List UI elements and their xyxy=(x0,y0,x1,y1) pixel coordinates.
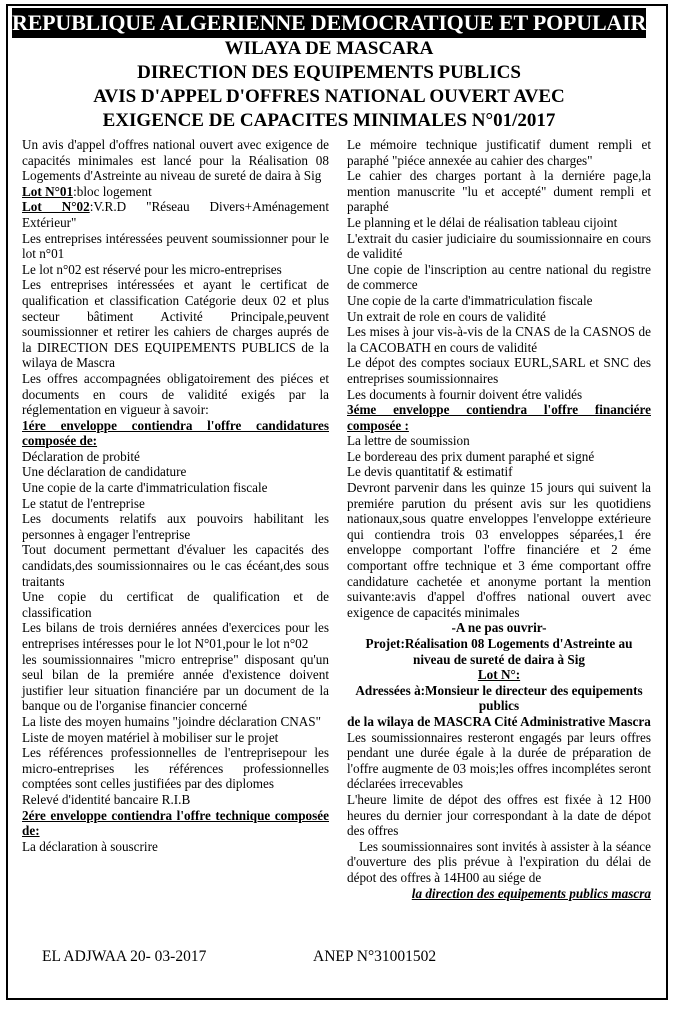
envelope1-item: Le statut de l'entreprise xyxy=(22,495,145,511)
envelope2-item: L'extrait du casier judiciaire du soumissionnaire en cours de validité xyxy=(347,230,651,262)
envelope1-title: 1ére enveloppe contiendra l'offre candidatures composée de: xyxy=(22,417,329,449)
envelope1-item: Une déclaration de candidature xyxy=(22,464,187,480)
envelope2-item: Le dépot des comptes sociaux EURL,SARL et SNC des entreprises soumissionnaires xyxy=(347,355,651,386)
envelope1-item: Déclaration de probité xyxy=(22,448,140,464)
lot-label: Lot N°: xyxy=(477,667,521,683)
qualification-paragraph: Les entreprises intéressées et ayant le certificat de qualification et classification Catégorie deux 02 et plus secteur bâtiment Activité Principale,peuvent soumissionner et retirer les cahiers de charges auprés de la DIRECTION DES EQUIPEMENTS PUBLICS de la wilaya de Mascra xyxy=(22,277,329,371)
envelope2-item: Les mises à jour vis-à-vis de la CNAS de la CASNOS de la CACOBATH en cours de validité xyxy=(347,324,651,355)
envelope1-item: Les bilans de trois derniéres années d'exercices pour les entreprises intéresses pour le lot N°01,pour le lot n°02 xyxy=(22,620,329,651)
envelope2-item: Le planning et le délai de réalisation tableau cijoint xyxy=(347,214,618,230)
envelope2-item: Un extrait de role en cours de validité xyxy=(347,308,546,324)
envelope2-title: 2ére enveloppe contiendra l'offre technique composée de: xyxy=(22,807,329,839)
envelope1-item: Une copie de la carte d'immatriculation fiscale xyxy=(22,480,268,496)
lot1-text: :bloc logement xyxy=(73,183,152,199)
lot2-text: :V.R.D "Réseau Divers+Aménagement Extérieur" xyxy=(22,199,329,230)
envelope1-item: Une copie du certificat de qualification et de classification xyxy=(22,589,329,620)
right-column xyxy=(347,137,651,901)
envelope2-item: Le mémoire technique justificatif dument rempli et paraphé "piéce annexée au cahier des charges" xyxy=(347,137,651,168)
anep-reference: ANEP N°31001502 xyxy=(313,948,437,965)
envelope1-item: Tout document permettant d'évaluer les capacités des candidats,des soumissionnaires ou le cas écéant,des sous traitants xyxy=(22,542,329,589)
envelope3-item: Le devis quantitatif & estimatif xyxy=(347,464,513,480)
direction-heading: DIRECTION DES EQUIPEMENTS PUBLICS xyxy=(137,62,521,83)
envelope1-item: La liste des moyen humains "joindre déclaration CNAS" xyxy=(22,713,321,729)
direction-location: la direction des equipements publics mascra xyxy=(411,885,651,901)
notice-title-line1: AVIS D'APPEL D'OFFRES NATIONAL OUVERT AVEC xyxy=(93,86,565,107)
micro-enterprise-paragraph: Le lot n°02 est réservé pour les micro-entreprises xyxy=(22,261,282,277)
envelope2-item: La déclaration à souscrire xyxy=(22,838,158,854)
project-title: Projet:Réalisation 08 Logements d'Astreinte au niveau de sureté de daira à Sig xyxy=(365,636,633,667)
republic-banner: REPUBLIQUE ALGERIENNE DEMOCRATIQUE ET POPULAIRE xyxy=(12,8,646,38)
deadline-paragraph: L'heure limite de dépot des offres est fixée à 12 H00 heures du dernier jour correspondant à la date de dépot des offres xyxy=(347,791,651,839)
publication-date: EL ADJWAA 20- 03-2017 xyxy=(42,948,207,965)
submission-paragraph: Devront parvenir dans les quinze 15 jours qui suivent la premiére parution du présent avis sur les quotidiens nationaux,sous quatre enveloppes l'enveloppe extérieure qui contiendra trois 03 enveloppes séparées,1 ére enveloppe comportant l'offre financiére et 2 éme comportant offre technique et 3 éme comportant offre candidature cachetée et anonyme portant la mention suivante:avis d'appel d'offres national ouvert avec exigence de capacités minimales xyxy=(347,480,651,620)
envelope1-item: Les documents relatifs aux pouvoirs habilitant les personnes à engager l'entreprise xyxy=(22,511,329,542)
envelope3-title: 3éme enveloppe contiendra l'offre financiére composée : xyxy=(347,402,651,433)
intro-paragraph: Un avis d'appel d'offres national ouvert avec exigence de capacités minimales est lancé pour la Réalisation 08 Logements d'Astreinte au niveau de sureté de daira à Sig xyxy=(22,137,329,184)
envelope1-item: Relevé d'identité bancaire R.I.B xyxy=(22,791,191,807)
lot2-label: Lot N°02 xyxy=(22,199,90,215)
wilaya-heading: WILAYA DE MASCARA xyxy=(224,38,434,59)
envelope3-item: La lettre de soumission xyxy=(347,433,470,449)
lot2-line xyxy=(22,199,329,230)
envelope2-item: Les documents à fournir doivent étre validés xyxy=(347,386,583,402)
address-line1: Adressées à:Monsieur le directeur des equipements publics xyxy=(355,682,643,714)
offers-paragraph: Les offres accompagnées obligatoirement des piéces et documents en cours de validité exigés par la réglementation en vigueur à savoir: xyxy=(22,370,329,418)
envelope1-item: Liste de moyen matériel à mobiliser sur le projet xyxy=(22,729,279,745)
do-not-open: -A ne pas ouvrir- xyxy=(451,620,547,636)
commitment-paragraph: Les soumissionnaires resteront engagés par leurs offres pendant une durée égale à la durée de préparation de l'offre augmente de 03 mois;les offres incomplétes seront déclarées irrecevables xyxy=(347,729,651,792)
envelope1-item: Les références professionnelles de l'entreprisepour les micro-entreprises les références professionnelles comptées sont celles justifiées par des diplomes xyxy=(22,745,329,792)
envelope3-item: Le bordereau des prix dument paraphé et signé xyxy=(347,448,595,464)
lot1-line xyxy=(22,184,329,200)
envelope2-item: Le cahier des charges portant à la derniére page,la mention manuscrite "lu et accepté" dument rempli et paraphé xyxy=(347,168,651,215)
left-column xyxy=(22,137,329,854)
envelope2-item: Une copie de la carte d'immatriculation fiscale xyxy=(347,292,593,308)
notice-title-line2: EXIGENCE DE CAPACITES MINIMALES N°01/2017 xyxy=(102,110,556,131)
opening-paragraph: Les soumissionnaires sont invités à assister à la séance d'ouverture des plis prévue à l'expiration du délai de dépot des offres à 14H00 au siége de xyxy=(347,838,651,885)
eligibility-paragraph: Les entreprises intéressées peuvent soumissionner pour le lot n°01 xyxy=(22,230,329,262)
lot1-label: Lot N°01 xyxy=(22,183,74,199)
envelope2-item: Une copie de l'inscription au centre national du registre de commerce xyxy=(347,261,651,293)
envelope1-item: les soumissionnaires "micro entreprise" disposant qu'un seul bilan de la premiére année d'existence doivent justifier leur situation financiére par un document de la banque ou de l'organise financier concerné xyxy=(22,651,329,714)
address-line2: de la wilaya de MASCRA Cité Administrative Mascra xyxy=(347,713,651,729)
